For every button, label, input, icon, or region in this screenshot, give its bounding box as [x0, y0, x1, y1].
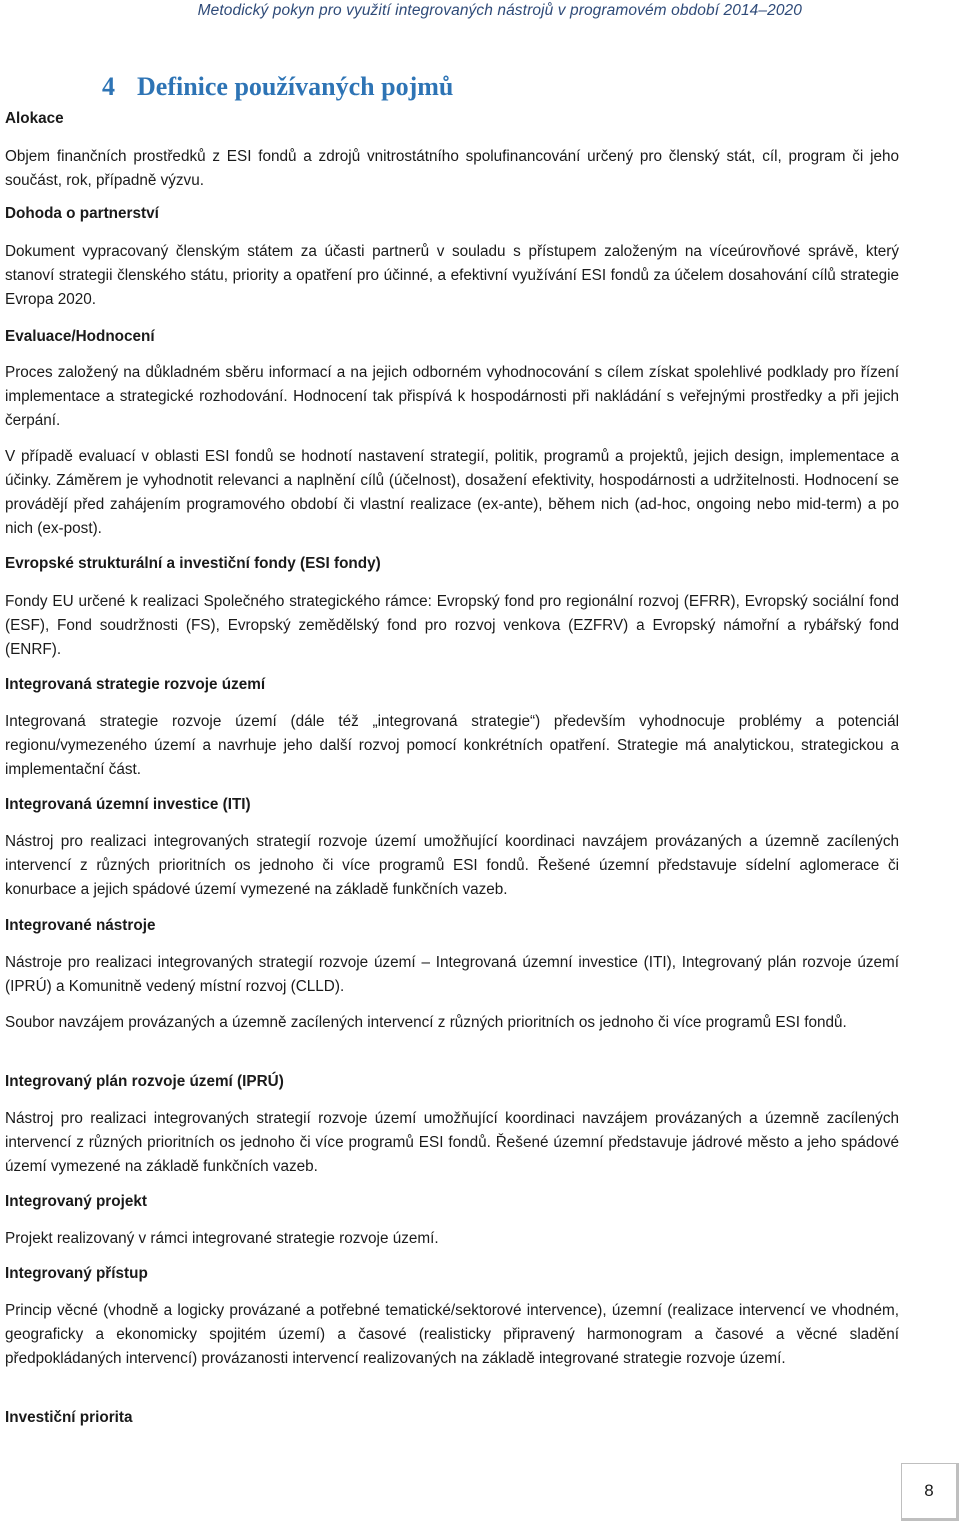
term-definition: V případě evaluací v oblasti ESI fondů se hodnotí nastavení strategií, politik, programů a projektů, jejich design, implementace a účinky. Záměrem je vyhodnotit relevanci a naplnění cílů (účelnost), dosažení efektivity, hospodárnosti a udržitelnosti. Hodnocení se provádějí před zahájením programového období či vlastní realizace (ex-ante), během nich (ad-hoc, ongoing nebo mid-term) a po nich (ex-post). [5, 448, 899, 537]
term-heading: Integrovaný přístup [5, 1265, 148, 1282]
page-number: 8 [901, 1463, 959, 1521]
term-heading: Evaluace/Hodnocení [5, 328, 155, 345]
term-definition: Dokument vypracovaný členským státem za účasti partnerů v souladu s přístupem založeným na víceúrovňové správě, který stanoví strategii členského státu, priority a opatření pro účinné, a efektivní využívání ESI fondů za účelem dosahování cílů strategie Evropa 2020. [5, 243, 899, 308]
term-heading: Integrované nástroje [5, 917, 156, 934]
term-definition: Nástroje pro realizaci integrovaných strategií rozvoje území – Integrovaná územní investice (ITI), Integrovaný plán rozvoje území (IPRÚ) a Komunitně vedený místní rozvoj (CLLD). [5, 954, 899, 995]
term-heading: Evropské strukturální a investiční fondy (ESI fondy) [5, 555, 381, 572]
term-definition: Nástroj pro realizaci integrovaných strategií rozvoje území umožňující koordinaci navzájem provázaných a územně zacílených intervencí z různých prioritních os jednoho či více programů ESI fondů. Řešené územní představuje jádrové město a jeho spádové území vymezené na základě funkčních vazeb. [5, 1110, 899, 1175]
term-heading: Integrovaná územní investice (ITI) [5, 796, 251, 813]
term-definition: Integrovaná strategie rozvoje území (dále též „integrovaná strategie“) především vyhodnocuje problémy a potenciál regionu/vymezeného území a navrhuje jeho další rozvoj pomocí konkrétních opatření. Strategie má analytickou, strategickou a implementační část. [5, 713, 899, 778]
term-definition: Proces založený na důkladném sběru informací a na jejich odborném vyhodnocování s cílem získat spolehlivé podklady pro řízení implementace a strategické rozhodování. Hodnocení tak přispívá k hospodárnosti při nakládání s veřejnými prostředky a při jejich čerpání. [5, 364, 899, 429]
term-definition: Fondy EU určené k realizaci Společného strategického rámce: Evropský fond pro regionální rozvoj (EFRR), Evropský sociální fond (ESF), Fond soudržnosti (FS), Evropský zemědělský fond pro rozvoj venkova (EZFRV) a Evropský námořní a rybářský fond (ENRF). [5, 593, 899, 658]
term-heading: Investiční priorita [5, 1409, 133, 1426]
chapter-number: 4 [102, 72, 115, 101]
term-heading: Integrovaný projekt [5, 1193, 147, 1210]
term-definition: Princip věcné (vhodně a logicky provázané a potřebné tematické/sektorové intervence), územní (realizace intervencí ve vhodném, geograficky a ekonomicky spojitém území) a časové (realisticky připravený harmonogram a časové a věcné sladění předpokládaných intervencí) provázanosti intervencí realizovaných na základě integrované strategie rozvoje území. [5, 1302, 899, 1367]
term-definition: Projekt realizovaný v rámci integrované strategie rozvoje území. [5, 1230, 439, 1247]
term-heading: Integrovaný plán rozvoje území (IPRÚ) [5, 1073, 284, 1090]
term-definition: Objem finančních prostředků z ESI fondů a zdrojů vnitrostátního spolufinancování určený pro členský stát, cíl, program či jeho součást, rok, případně výzvu. [5, 148, 899, 189]
term-heading: Alokace [5, 110, 64, 127]
term-definition: Soubor navzájem provázaných a územně zacílených intervencí z různých prioritních os jednoho či více programů ESI fondů. [5, 1014, 847, 1031]
running-header: Metodický pokyn pro využití integrovaných nástrojů v programovém období 2014–2020 [197, 2, 802, 19]
term-heading: Dohoda o partnerství [5, 205, 159, 222]
chapter-title: Definice používaných pojmů [137, 72, 454, 101]
term-heading: Integrovaná strategie rozvoje území [5, 676, 266, 693]
chapter-heading [102, 72, 453, 102]
term-definition: Nástroj pro realizaci integrovaných strategií rozvoje území umožňující koordinaci navzájem provázaných a územně zacílených intervencí z různých prioritních os jednoho či více programů ESI fondů. Řešené územní představuje sídelní aglomerace či konurbace a jejich spádové území vymezené na základě funkčních vazeb. [5, 833, 899, 898]
